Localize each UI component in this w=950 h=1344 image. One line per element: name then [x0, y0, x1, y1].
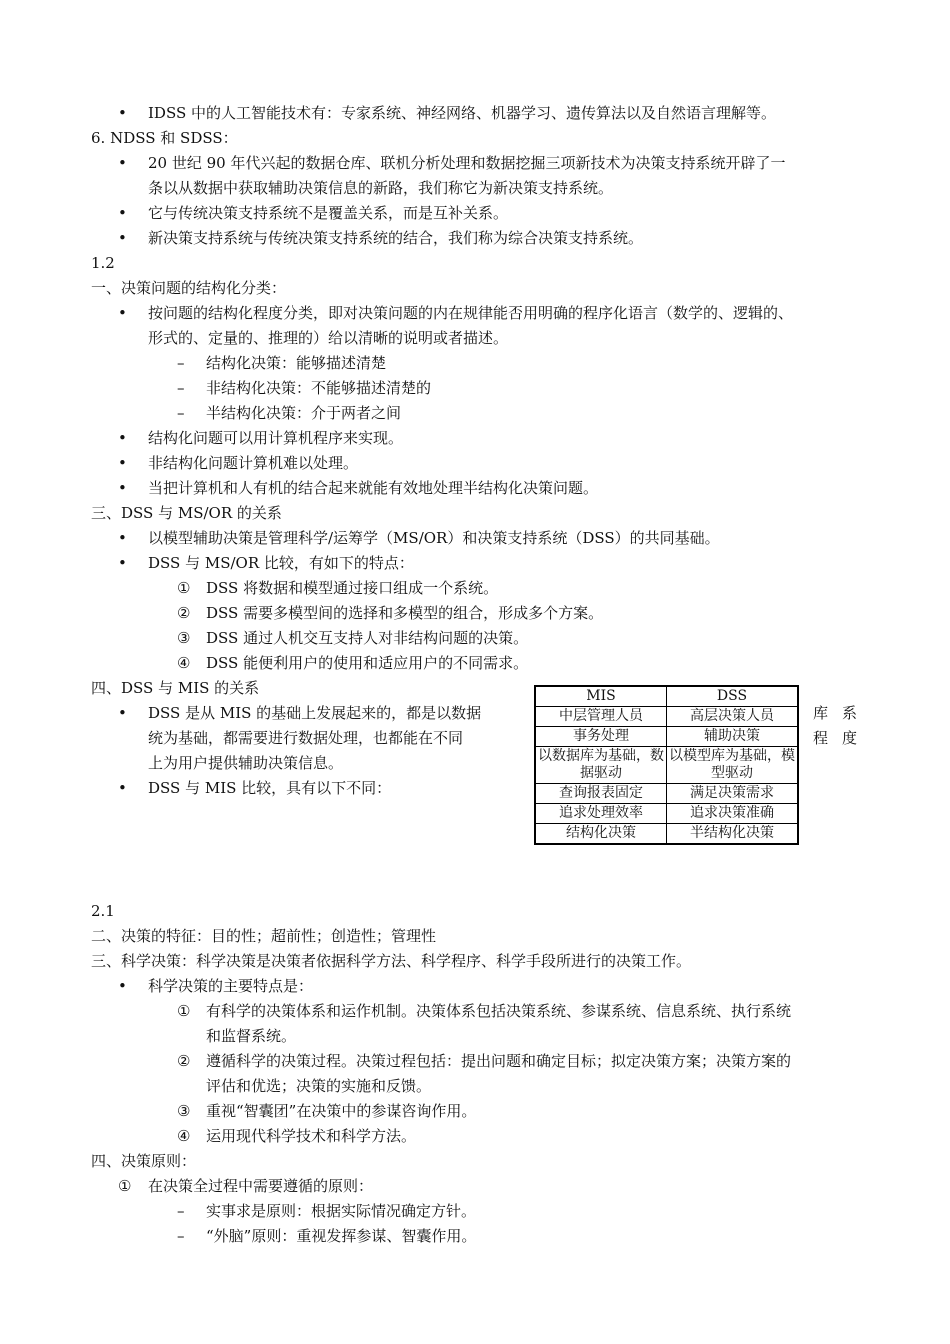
section-number: 1.2 — [91, 254, 115, 272]
section-heading: 四、DSS 与 MIS 的关系 — [91, 679, 260, 697]
table-cell: 查询报表固定 — [535, 784, 667, 804]
text-line: 以模型辅助决策是管理科学/运筹学（MS/OR）和决策支持系统（DSS）的共同基础。 — [148, 529, 720, 547]
text-line: DSS 与 MIS 比较，具有以下不同： — [148, 779, 392, 797]
bullet-marker: • — [118, 104, 127, 122]
overflow-text: 库系 — [813, 704, 872, 722]
table-cell: 结构化决策 — [535, 824, 667, 845]
dash-marker: – — [177, 404, 185, 422]
text-line: 科学决策的主要特点是： — [148, 977, 314, 995]
table-header: DSS — [667, 686, 799, 707]
table-cell: 半结构化决策 — [667, 824, 799, 845]
text-line: DSS 与 MS/OR 比较，有如下的特点： — [148, 554, 414, 572]
number-marker: ② — [177, 1052, 191, 1070]
text-line: DSS 将数据和模型通过接口组成一个系统。 — [206, 579, 499, 597]
text-line: DSS 能便利用户的使用和适应用户的不同需求。 — [206, 654, 529, 672]
text-line: 在决策全过程中需要遵循的原则： — [148, 1177, 374, 1195]
table-cell: 中层管理人员 — [535, 707, 667, 727]
text-line: IDSS 中的人工智能技术有：专家系统、神经网络、机器学习、遗传算法以及自然语言理解等。 — [148, 104, 777, 122]
text-line: 和监督系统。 — [206, 1027, 297, 1045]
section-heading: 二、决策的特征：目的性；超前性；创造性；管理性 — [91, 927, 437, 945]
table-cell: 事务处理 — [535, 727, 667, 747]
table-cell: 以数据库为基础，数据驱动 — [535, 747, 667, 784]
dash-marker: – — [177, 354, 185, 372]
text-line: 当把计算机和人有机的结合起来就能有效地处理半结构化决策问题。 — [148, 479, 599, 497]
bullet-marker: • — [118, 704, 127, 722]
dash-marker: – — [177, 1227, 185, 1245]
section-heading: 四、决策原则： — [91, 1152, 197, 1170]
section-number: 2.1 — [91, 902, 115, 920]
dash-marker: – — [177, 379, 185, 397]
text-line: 遵循科学的决策过程。决策过程包括：提出问题和确定目标；拟定决策方案；决策方案的 — [206, 1052, 792, 1070]
bullet-marker: • — [118, 304, 127, 322]
table-cell: 满足决策需求 — [667, 784, 799, 804]
text-line: 20 世纪 90 年代兴起的数据仓库、联机分析处理和数据挖掘三项新技术为决策支持系统开辟了一 — [148, 154, 786, 172]
text-line: 上为用户提供辅助决策信息。 — [148, 754, 344, 772]
text-line: DSS 是从 MIS 的基础上发展起来的，都是以数据 — [148, 704, 482, 722]
number-marker: ③ — [177, 1102, 191, 1120]
bullet-marker: • — [118, 554, 127, 572]
text-line: 半结构化决策：介于两者之间 — [206, 404, 402, 422]
table-cell: 追求决策准确 — [667, 804, 799, 824]
number-marker: ① — [177, 1002, 191, 1020]
number-marker: ④ — [177, 1127, 191, 1145]
table-cell: 高层决策人员 — [667, 707, 799, 727]
section-heading: 三、科学决策：科学决策是决策者依据科学方法、科学程序、科学手段所进行的决策工作。 — [91, 952, 692, 970]
text-line: 它与传统决策支持系统不是覆盖关系，而是互补关系。 — [148, 204, 509, 222]
text-line: 重视“智囊团”在决策中的参谋咨询作用。 — [206, 1102, 477, 1120]
text-line: 条以从数据中获取辅助决策信息的新路，我们称它为新决策支持系统。 — [148, 179, 614, 197]
text-line: 新决策支持系统与传统决策支持系统的结合，我们称为综合决策支持系统。 — [148, 229, 644, 247]
bullet-marker: • — [118, 154, 127, 172]
text-line: 非结构化决策：不能够描述清楚的 — [206, 379, 432, 397]
bullet-marker: • — [118, 429, 127, 447]
table-cell: 以模型库为基础，模型驱动 — [667, 747, 799, 784]
text-line: 非结构化问题计算机难以处理。 — [148, 454, 359, 472]
section-heading: 一、决策问题的结构化分类： — [91, 279, 287, 297]
number-marker: ④ — [177, 654, 191, 672]
bullet-marker: • — [118, 977, 127, 995]
text-line: 结构化决策：能够描述清楚 — [206, 354, 387, 372]
number-marker: ② — [177, 604, 191, 622]
text-line: DSS 通过人机交互支持人对非结构问题的决策。 — [206, 629, 529, 647]
section-heading: 6. NDSS 和 SDSS： — [91, 129, 238, 147]
overflow-text: 程度 — [813, 729, 872, 747]
text-line: 按问题的结构化程度分类，即对决策问题的内在规律能否用明确的程序化语言（数学的、逻辑的、 — [148, 304, 794, 322]
table-cell: 追求处理效率 — [535, 804, 667, 824]
number-marker: ③ — [177, 629, 191, 647]
bullet-marker: • — [118, 529, 127, 547]
text-line: 形式的、定量的、推理的）给以清晰的说明或者描述。 — [148, 329, 509, 347]
table-cell: 辅助决策 — [667, 727, 799, 747]
number-marker: ① — [177, 579, 191, 597]
mis-dss-comparison-table — [534, 685, 799, 845]
text-line: 有科学的决策体系和运作机制。决策体系包括决策系统、参谋系统、信息系统、执行系统 — [206, 1002, 792, 1020]
text-line: 结构化问题可以用计算机程序来实现。 — [148, 429, 404, 447]
text-line: DSS 需要多模型间的选择和多模型的组合，形成多个方案。 — [206, 604, 604, 622]
bullet-marker: • — [118, 229, 127, 247]
text-line: 实事求是原则：根据实际情况确定方针。 — [206, 1202, 477, 1220]
text-line: 评估和优选；决策的实施和反馈。 — [206, 1077, 432, 1095]
text-line: “外脑”原则：重视发挥参谋、智囊作用。 — [206, 1227, 477, 1245]
text-line: 运用现代科学技术和科学方法。 — [206, 1127, 417, 1145]
bullet-marker: • — [118, 204, 127, 222]
dash-marker: – — [177, 1202, 185, 1220]
table-header: MIS — [535, 686, 667, 707]
section-heading: 三、DSS 与 MS/OR 的关系 — [91, 504, 282, 522]
bullet-marker: • — [118, 779, 127, 797]
bullet-marker: • — [118, 479, 127, 497]
text-line: 统为基础，都需要进行数据处理，也都能在不同 — [148, 729, 464, 747]
bullet-marker: • — [118, 454, 127, 472]
number-marker: ① — [118, 1177, 132, 1195]
